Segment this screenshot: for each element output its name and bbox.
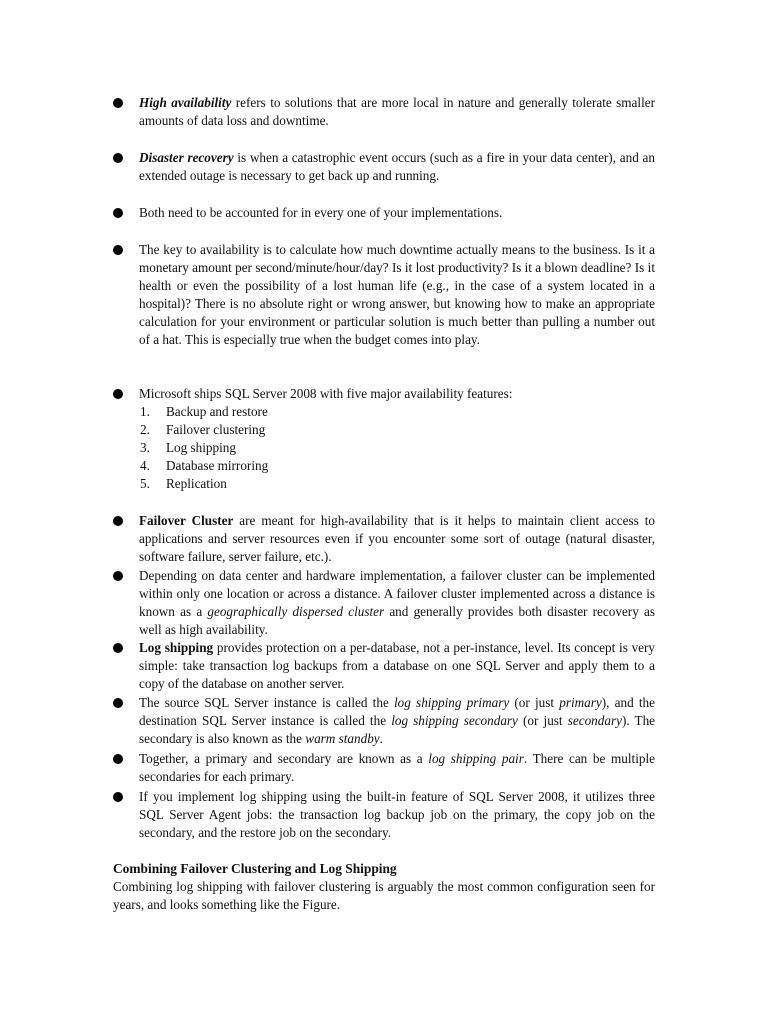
list-item: 1. Backup and restore — [140, 404, 268, 420]
bullet-dot-icon — [113, 389, 123, 399]
term-log-shipping: Log shipping — [139, 640, 214, 655]
list-item: 5. Replication — [140, 476, 227, 492]
bullet-text: is when a catastrophic event occurs (such as a fire in your data center), and an extended outage is necessary to get back up and running. — [139, 150, 655, 184]
list-item: 4. Database mirroring — [140, 458, 269, 474]
section-paragraph: Combining log shipping with failover clustering is arguably the most common configuration seen for years, and looks something like the Figure. — [113, 879, 655, 913]
bullet-agent-jobs — [139, 788, 655, 842]
bullet-data-center: Depending on data center and hardware implementation, a failover cluster can be implemented within only one location or across a distance. A failover cluster implemented across a distance is known as a geographically dispersed cluster and generally provides both disaster recovery as well as high availability. — [139, 567, 655, 639]
bullet-availability-features — [139, 385, 655, 494]
bullet-text: refers to solutions that are more local in nature and generally tolerate smaller amounts of data loss and downtime. — [139, 95, 655, 129]
bullet-text: If you implement log shipping using the built-in feature of SQL Server 2008, it utilizes three SQL Server Agent jobs: the transaction log backup job on the primary, the copy job on the secondary, and the restore job on the secondary. — [139, 789, 655, 841]
bullet-failover-cluster — [139, 512, 655, 566]
bullet-text: Microsoft ships SQL Server 2008 with five major availability features: — [139, 386, 513, 401]
bullet-both-accounted — [139, 204, 655, 222]
bullet-high-availability — [139, 94, 655, 130]
bullet-dot-icon — [113, 754, 123, 764]
bullet-dot-icon — [113, 208, 123, 218]
bullet-text: provides protection on a per-database, not a per-instance, level. Its concept is very simple: take transaction log backups from a database on one SQL Server and apply them to a copy of the database on another server. — [139, 640, 656, 692]
bullet-text: are meant for high-availability that is it helps to maintain client access to applications and server resources even if you encounter some sort of outage (natural disaster, software failure, server failure, etc.). — [139, 513, 655, 565]
list-item: 3. Log shipping — [140, 440, 236, 456]
bullet-disaster-recovery — [139, 149, 655, 185]
bullet-dot-icon — [113, 792, 123, 802]
bullet-dot-icon — [113, 153, 123, 163]
bullet-text: Both need to be accounted for in every one of your implementations. — [139, 205, 503, 220]
bullet-dot-icon — [113, 698, 123, 708]
term-failover-cluster: Failover Cluster — [139, 513, 234, 528]
bullet-dot-icon — [113, 643, 123, 653]
bullet-dot-icon — [113, 98, 123, 108]
term-geo-cluster: geographically dispersed cluster — [207, 604, 385, 620]
section-heading: Combining Failover Clustering and Log Shipping — [113, 861, 397, 876]
bullet-log-shipping — [139, 639, 655, 693]
bullet-log-shipping-pair: Together, a primary and secondary are known as a log shipping pair. There can be multiple secondaries for each primary. — [139, 750, 655, 786]
bullet-dot-icon — [113, 516, 123, 526]
term-disaster-recovery: Disaster recovery — [139, 150, 234, 165]
bullet-dot-icon — [113, 571, 123, 581]
bullet-key-to-availability — [139, 241, 655, 350]
bullet-text: The key to availability is to calculate how much downtime actually means to the business. Is it a monetary amount per second/minute/hour/day? Is it lost productivity? Is it a blown deadline? Is it health or even the possibility of a lost human life (e.g., in the case of a system located in a hospital)? There is no absolute right or wrong answer, but knowing how to make an appropriate calculation for your environment or particular solution is much better than pulling a number out of a hat. This is especially true when the budget comes into play. — [139, 242, 655, 348]
term-high-availability: High availability — [139, 95, 232, 110]
bullet-dot-icon — [113, 245, 123, 255]
bullet-source-instance: The source SQL Server instance is called the log shipping primary (or just primary), and the destination SQL Server instance is called the log shipping secondary (or just secondary). The secondary is also known as the warm standby. — [139, 694, 655, 748]
features-list — [139, 403, 655, 493]
list-item: 2. Failover clustering — [140, 422, 266, 438]
